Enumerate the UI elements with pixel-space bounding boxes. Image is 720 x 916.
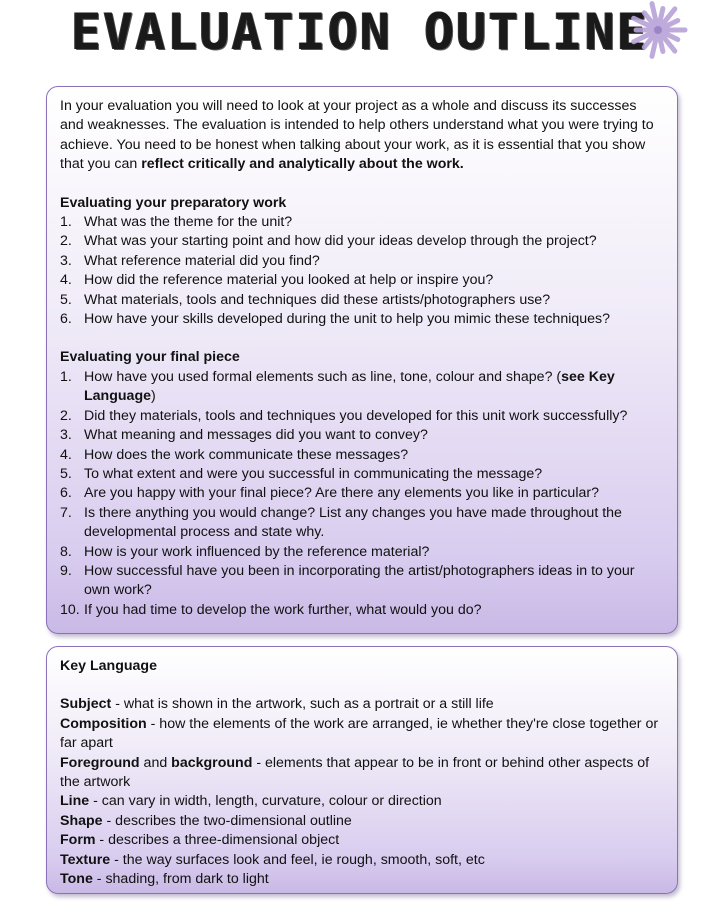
- list-item: 1. What was the theme for the unit?: [60, 214, 293, 231]
- key-term-item: Composition - how the elements of the work are arranged, ie whether they're close together or far apart: [60, 715, 659, 752]
- key-language-box: [46, 646, 678, 894]
- list-item: 5. What materials, tools and techniques did these artists/photographers use?: [60, 291, 551, 308]
- list-item: 2. Did they materials, tools and techniques you developed for this unit work successfully?: [60, 407, 628, 424]
- flower-petal: [659, 36, 663, 52]
- list-item: 3. What meaning and messages did you want to convey?: [60, 427, 428, 444]
- list-item: 6. How have your skills developed during the unit to help you mimic these techniques?: [60, 311, 611, 328]
- list-item: 8. How is your work influenced by the reference material?: [60, 543, 430, 560]
- list-item: 6. Are you happy with your final piece? Are there any elements you like in particular?: [60, 485, 599, 502]
- list-item: 4. How did the reference material you looked at help or inspire you?: [60, 272, 494, 289]
- key-term-item: Foreground and background - elements that appear to be in front or behind other aspects of the artwork: [60, 754, 650, 791]
- intro-paragraph: In your evaluation you will need to look at your project as a whole and discuss its successes and weaknesses. The evaluation is intended to help others understand what you were trying to achieve. You need to be honest when talking about your work, as it is essential that you show that you can reflect critically and analytically about the work.: [60, 98, 654, 173]
- list-item: 2. What was your starting point and how did your ideas develop through the project?: [60, 233, 597, 250]
- key-term-item: Texture - the way surfaces look and feel, ie rough, smooth, soft, etc: [60, 851, 485, 868]
- list-item: 1. How have you used formal elements such as line, tone, colour and shape? (see Key Language): [60, 368, 615, 405]
- list-item: 3. What reference material did you find?: [60, 252, 320, 269]
- list-item: 5. To what extent and were you successful in communicating the message?: [60, 465, 543, 482]
- final-piece-heading: Evaluating your final piece: [60, 349, 240, 366]
- preparatory-list: [60, 213, 663, 329]
- flower-icon: [620, 0, 696, 60]
- list-item: 10. If you had time to develop the work further, what would you do?: [60, 601, 482, 618]
- key-term-item: Shape - describes the two-dimensional outline: [60, 812, 352, 829]
- evaluation-box: [46, 86, 678, 634]
- key-term-item: Line - can vary in width, length, curvature, colour or direction: [60, 793, 442, 810]
- key-term-item: Form - describes a three-dimensional object: [60, 832, 340, 849]
- list-item: 9. How successful have you been in incorporating the artist/photographers ideas in to your own work?: [60, 562, 635, 599]
- key-term-item: Tone - shading, from dark to light: [60, 871, 269, 888]
- list-item: 4. How does the work communicate these messages?: [60, 446, 409, 463]
- key-term-item: Subject - what is shown in the artwork, such as a portrait or a still life: [60, 696, 494, 713]
- page-title: EVALUATION OUTLINE: [71, 3, 649, 61]
- list-item: 7. Is there anything you would change? List any changes you have made throughout the developmental process and state why.: [60, 504, 622, 541]
- preparatory-heading: Evaluating your preparatory work: [60, 194, 287, 211]
- key-language-heading: Key Language: [60, 658, 157, 674]
- final-piece-list: [60, 368, 663, 620]
